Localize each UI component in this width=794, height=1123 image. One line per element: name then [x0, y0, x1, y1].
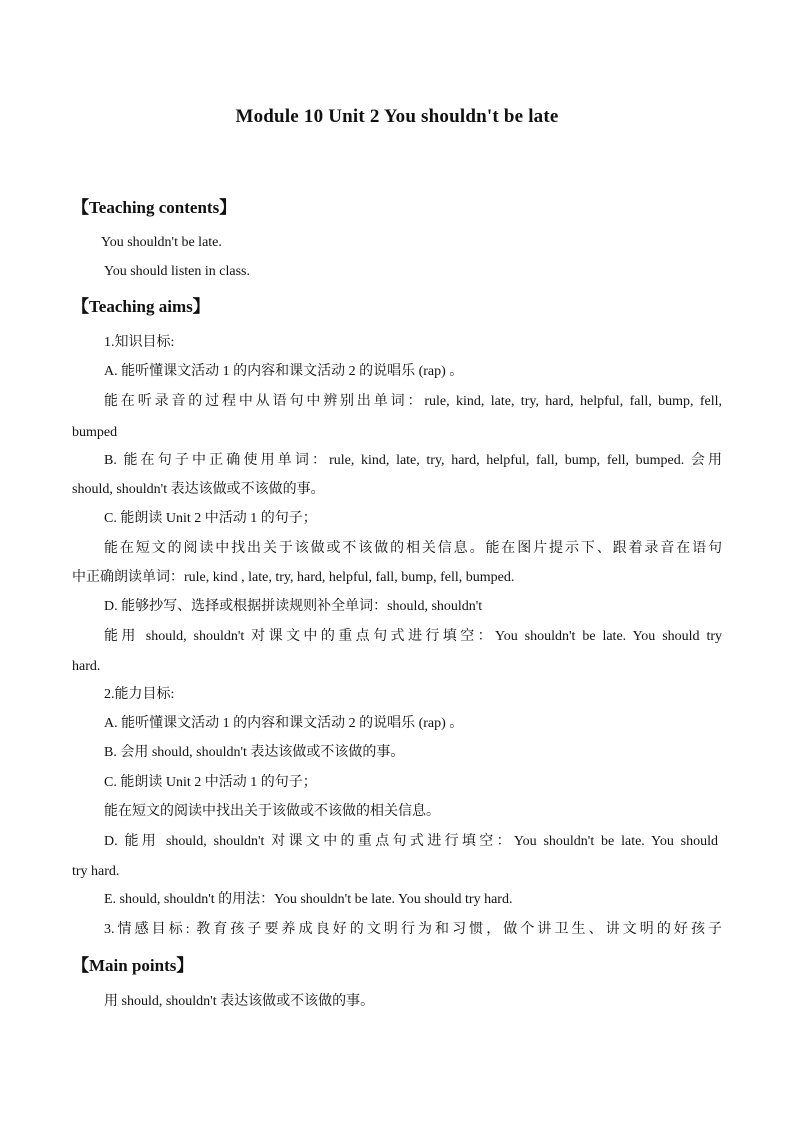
aims-line: try hard. [72, 864, 120, 879]
heading-main-points: 【Main points】 [72, 956, 194, 975]
aims-line: 1.知识目标: [104, 335, 175, 350]
aims-line: B. 能在句子中正确使用单词：rule, kind, late, try, hard, helpful, fall, bump, fell, bumped. 会用 [104, 453, 722, 468]
content-line-1: You shouldn't be late. [101, 235, 222, 250]
aims-line: D. 能够抄写、选择或根据拼读规则补全单词：should, shouldn't [104, 599, 483, 614]
aims-line: 中正确朗读单词：rule, kind , late, try, hard, helpful, fall, bump, fell, bumped. [72, 570, 515, 585]
heading-teaching-aims: 【Teaching aims】 [72, 297, 210, 316]
content-line-2: You should listen in class. [104, 264, 250, 279]
aims-line: 2.能力目标: [104, 687, 175, 702]
aims-line: A. 能听懂课文活动 1 的内容和课文活动 2 的说唱乐 (rap) 。 [104, 364, 464, 379]
aims-line: C. 能朗读 Unit 2 中活动 1 的句子； [104, 511, 317, 526]
aims-line: D. 能用 should, shouldn't 对课文中的重点句式进行填空：You shouldn't be late. You should [104, 834, 718, 849]
aims-line: E. should, shouldn't 的用法：You shouldn't be late. You should try hard. [104, 892, 513, 907]
aims-line: 能用 should, shouldn't 对课文中的重点句式进行填空：You shouldn't be late. You should try [104, 629, 722, 644]
aims-line: hard. [72, 659, 101, 674]
main-points-line: 用 should, shouldn't 表达该做或不该做的事。 [104, 994, 375, 1009]
document-title: Module 10 Unit 2 You shouldn't be late [235, 106, 559, 127]
aims-line: should, shouldn't 表达该做或不该做的事。 [72, 482, 325, 497]
aims-line: 3.情感目标: 教育孩子要养成良好的文明行为和习惯，做个讲卫生、讲文明的好孩子 [104, 922, 722, 937]
aims-line: 能在听录音的过程中从语句中辨别出单词：rule, kind, late, try, hard, helpful, fall, bump, fell, [104, 394, 722, 409]
aims-line: 能在短文的阅读中找出关于该做或不该做的相关信息。 [104, 804, 440, 819]
aims-line: 能在短文的阅读中找出关于该做或不该做的相关信息。能在图片提示下、跟着录音在语句 [104, 541, 722, 556]
heading-teaching-contents: 【Teaching contents】 [72, 198, 237, 217]
aims-line: bumped [72, 425, 118, 440]
aims-line: A. 能听懂课文活动 1 的内容和课文活动 2 的说唱乐 (rap) 。 [104, 716, 464, 731]
aims-line: B. 会用 should, shouldn't 表达该做或不该做的事。 [104, 745, 405, 760]
aims-line: C. 能朗读 Unit 2 中活动 1 的句子； [104, 775, 317, 790]
